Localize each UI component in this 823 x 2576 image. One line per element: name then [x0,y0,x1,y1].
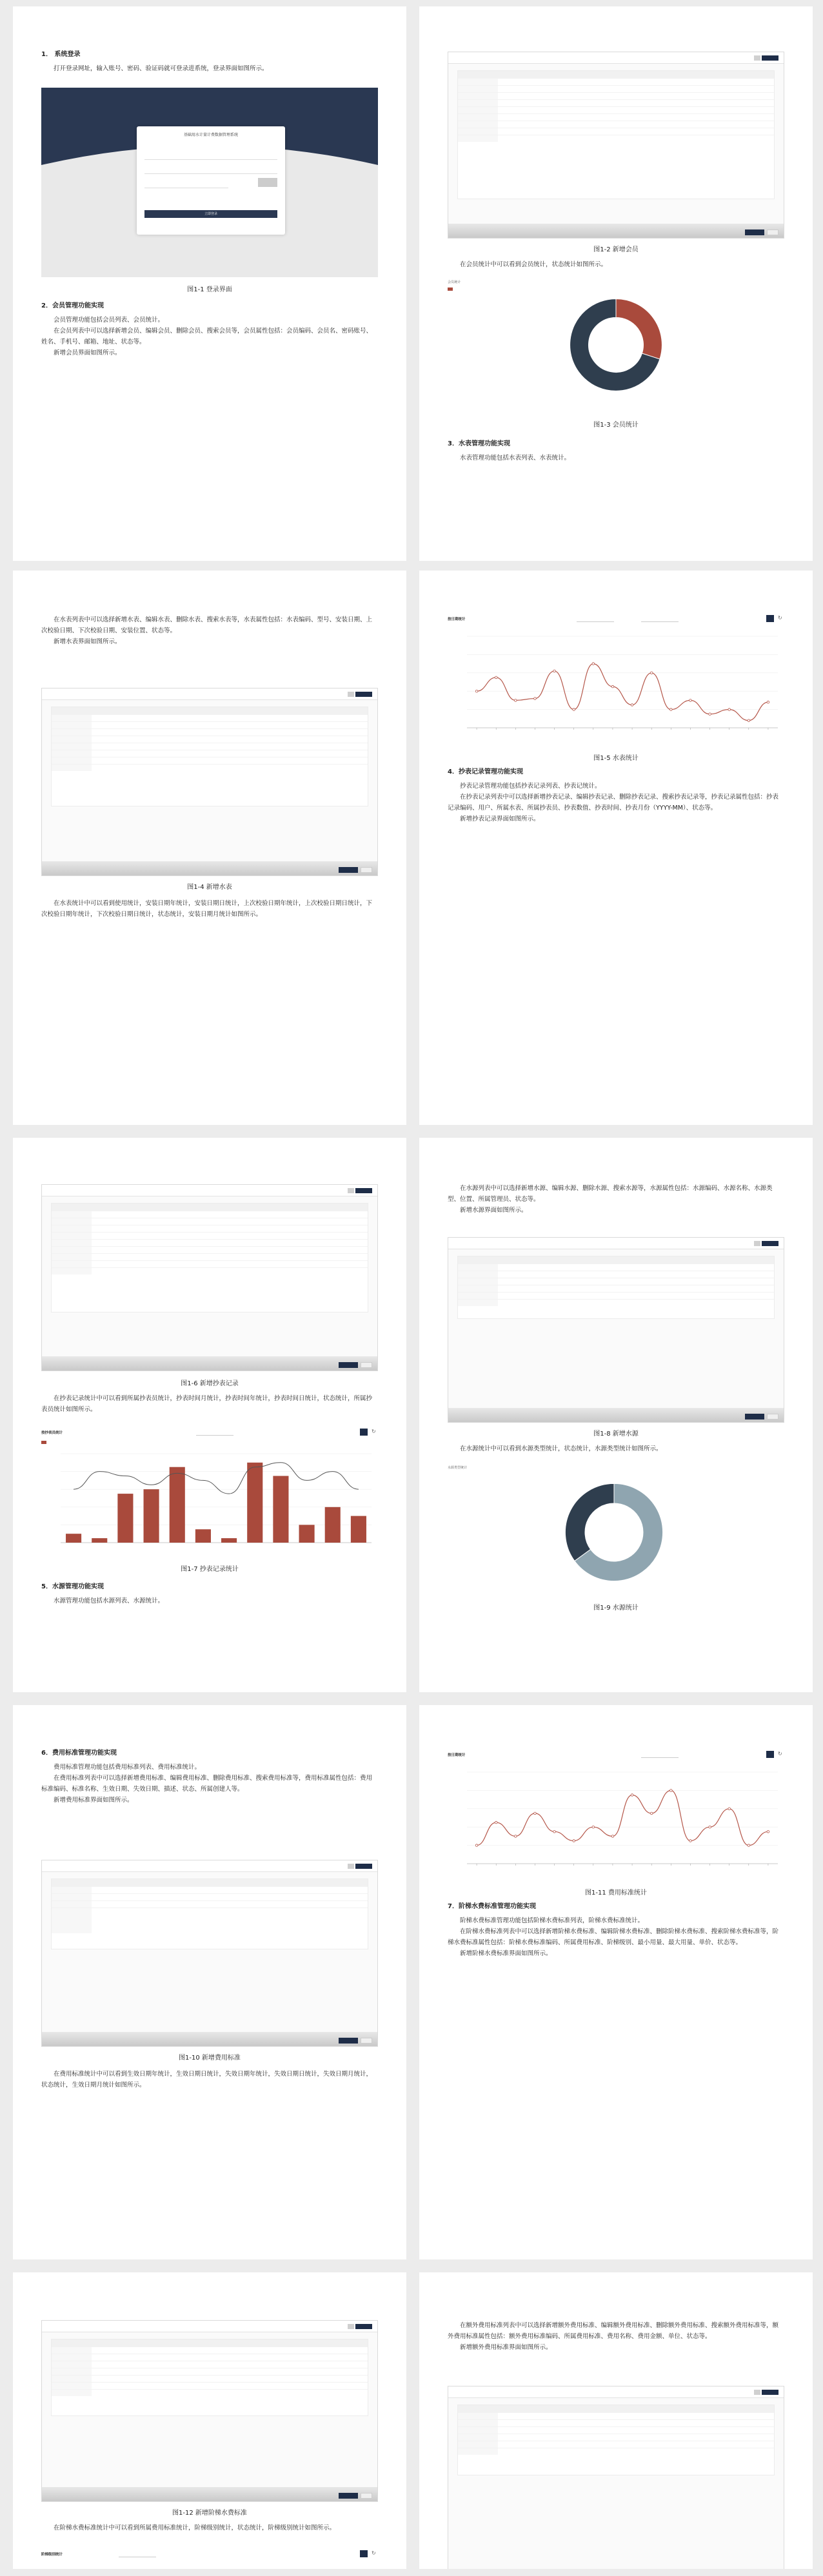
data-point [709,713,711,716]
doc-page-5 [13,1138,406,1692]
data-point [534,1812,537,1815]
data-point [553,1831,556,1833]
member-donut-chart [561,290,671,400]
cancel-button[interactable] [361,1362,372,1368]
para: 抄表记录管理功能包括抄表记录列表、抄表记统计。 [460,783,601,790]
stats-toolbar [41,1428,378,1438]
section-heading-4: 4．抄表记录管理功能实现 [448,768,523,776]
data-point [748,719,750,722]
para: 在水表列表中可以选择新增水表、编辑水表、删除水表、搜索水表等，水表属性包括：水表编码、型号、安装日期、上次校验日期、下次校验日期、安装位置、状态等。 [41,616,373,634]
data-point [611,685,614,688]
figure-caption: 图1-1 登录界面 [187,286,232,293]
series-line [74,1463,359,1494]
figure-caption: 图1-12 新增阶梯水费标准 [172,2510,247,2517]
section-heading-2: 2．会员管理功能实现 [41,302,104,309]
figure-caption: 图1-8 新增水源 [593,1430,639,1438]
reading-bar-chart [41,1447,378,1557]
add-source-screenshot [448,1237,784,1423]
data-point [650,1812,653,1815]
doc-page-7 [13,1705,406,2259]
source-form [457,1256,775,1319]
figure-caption: 图1-11 费用标准统计 [585,1889,647,1897]
meter-form [51,707,368,806]
para: 在抄表记录列表中可以选择新增抄表记录、编辑抄表记录、删除抄表记录、搜索抄表记录等，抄表记录属性包括：抄表记录编码、用户、所属水表、所属抄表员、抄表数值、抄表时间、抄表月份（YYYY-MM）、状态等。 [448,794,779,812]
login-title: 基础用水计量计费数据管理系统 [183,133,238,137]
filter-select[interactable] [196,1429,233,1436]
data-point [689,699,692,702]
stats-toolbar [41,2550,378,2560]
bar [66,1534,81,1543]
para: 在费用标准统计中可以看到生效日期年统计，生效日期日统计，失效日期年统计，失效日期日统计，失效日期月统计，状态统计，生效日期月统计如图所示。 [41,2071,373,2089]
refresh-icon[interactable]: ↻ [778,1751,782,1757]
figure-caption: 图1-4 新增水表 [187,884,232,891]
doc-page-10 [419,2272,813,2569]
series-line [477,1790,768,1845]
bar [325,1507,341,1543]
doc-page-9 [13,2272,406,2569]
source-donut-chart [556,1474,672,1590]
meter-line-chart [448,630,784,746]
doc-page-4 [419,571,813,1125]
fee-standard-form [51,1878,368,1949]
chart-title: 按日期统计 [448,1753,466,1757]
data-point [728,708,731,711]
bar [195,1529,211,1543]
add-extra-fee-screenshot [448,2386,784,2569]
chart-title: 按日期统计 [448,618,466,621]
data-point [767,701,769,703]
extra-fee-form [457,2405,775,2475]
save-button[interactable] [745,229,764,235]
para: 在会员统计中可以看到会员统计，状态统计如图所示。 [460,261,608,268]
data-point [515,1835,517,1838]
para: 费用标准管理功能包括费用标准列表、费用标准统计。 [54,1764,201,1771]
para: 水源管理功能包括水源列表、水源统计。 [54,1597,164,1605]
data-point [728,1808,731,1810]
save-button[interactable] [339,2493,358,2499]
para: 新增额外费用标准界面如图所示。 [460,2344,552,2351]
save-button[interactable] [339,867,358,873]
chart-title: 阶梯级别统计 [41,2553,63,2557]
data-point [709,1826,711,1828]
chart-title: 水源类型统计 [448,1466,468,1470]
data-point [670,708,673,711]
login-card [137,126,285,235]
data-point [475,690,478,692]
search-button[interactable] [766,1751,774,1758]
para: 新增水源界面如图所示。 [460,1207,528,1214]
tier-form [51,2339,368,2416]
cancel-button[interactable] [361,2038,372,2044]
password-field[interactable] [144,160,277,174]
doc-page-2 [419,6,813,561]
para: 在会员列表中可以选择新增会员、编辑会员、删除会员、搜索会员等，会员属性包括：会员编码、会员名、密码账号、姓名、手机号、邮箱、地址、状态等。 [41,327,373,346]
chart-title: 按抄表员统计 [41,1431,63,1435]
para: 新增阶梯水费标准界面如图所示。 [460,1950,552,1957]
data-point [515,699,517,702]
section-heading-3: 3．水表管理功能实现 [448,440,510,447]
bar [221,1538,237,1543]
filter-select[interactable] [119,2551,156,2557]
series-line [477,664,768,721]
figure-caption: 图1-6 新增抄表记录 [181,1380,239,1387]
username-field[interactable] [144,146,277,160]
figure-caption: 图1-5 水表统计 [593,755,639,762]
para: 新增会员界面如图所示。 [54,349,121,356]
member-form [457,70,775,199]
search-button[interactable] [766,615,774,622]
para: 新增水表界面如图所示。 [54,638,121,645]
bar [273,1476,288,1543]
captcha-image[interactable] [258,178,277,187]
search-button[interactable] [360,2550,368,2557]
data-point [631,704,633,707]
data-point [592,663,595,665]
add-tier-screenshot [41,2320,378,2502]
section-heading-5: 5．水源管理功能实现 [41,1583,104,1590]
doc-page-8 [419,1705,813,2259]
cancel-button[interactable] [361,867,372,873]
refresh-icon[interactable]: ↻ [372,1429,376,1434]
bar [144,1489,159,1543]
para: 新增抄表记录界面如图所示。 [460,815,540,823]
para: 在水表统计中可以看到使用统计，安装日期年统计，安装日期日统计，上次校验日期年统计，上次校验日期日统计，下次校验日期年统计，下次校验日期日统计，状态统计，安装日期月统计如图所示。 [41,900,373,918]
para: 会员管理功能包括会员列表、会员统计。 [54,317,164,324]
fee-line-chart [448,1766,784,1882]
para: 在水源统计中可以看到水源类型统计，状态统计，水源类型统计如图所示。 [460,1445,662,1452]
data-point [495,1821,497,1824]
bar [170,1467,185,1543]
chart-title: 会员统计 [448,280,461,284]
add-reading-screenshot [41,1184,378,1371]
bar [117,1494,133,1543]
filter-select[interactable] [641,616,679,622]
bar [92,1538,107,1543]
data-point [534,698,537,700]
data-point [592,1826,595,1828]
para: 在费用标准列表中可以选择新增费用标准、编辑费用标准、删除费用标准、搜索费用标准等，费用标准属性包括：费用标准编码、标准名称、生效日期、失效日期、描述、状态、所属创建人等。 [41,1775,373,1793]
figure-caption: 图1-3 会员统计 [593,422,639,429]
add-member-screenshot [448,52,784,239]
bar [247,1463,263,1543]
para: 阶梯水费标准管理功能包括阶梯水费标准列表，阶梯水费标准统计。 [460,1917,644,1924]
para: 在阶梯水费标准列表中可以选择新增阶梯水费标准、编辑阶梯水费标准、删除阶梯水费标准、搜索阶梯水费标准等，阶梯水费标准属性包括：阶梯水费标准编码、所属费用标准、阶梯级别、最小用量、最大用量、单价、状态等。 [448,1928,779,1946]
para: 在阶梯水费标准统计中可以看到所属费用标准统计，阶梯级别统计，状态统计，阶梯级别统计如图所示。 [54,2524,336,2532]
add-meter-screenshot [41,688,378,876]
filter-select[interactable] [641,1751,679,1758]
section-heading-7: 7．阶梯水费标准管理功能实现 [448,1903,536,1910]
data-point [475,1844,478,1847]
section-heading-6: 6．费用标准管理功能实现 [41,1750,117,1757]
chart-legend [448,288,455,291]
add-fee-standard-screenshot [41,1860,378,2047]
reading-form [51,1203,368,1312]
data-point [631,1794,633,1797]
refresh-icon[interactable]: ↻ [372,2550,376,2556]
data-point [767,1831,769,1833]
data-point [573,1840,575,1842]
cancel-button[interactable] [767,229,778,235]
stats-toolbar [448,1750,784,1761]
bar [351,1516,366,1543]
filter-select[interactable] [577,616,614,622]
section-heading-1: 1． 系统登录 [41,51,81,58]
doc-page-1 [13,6,406,561]
para: 水表管理功能包括水表列表、水表统计。 [460,454,571,462]
cancel-button[interactable] [361,2493,372,2499]
para: 新增费用标准界面如图所示。 [54,1797,134,1804]
data-point [495,676,497,679]
chart-legend [41,1441,48,1445]
data-point [573,708,575,711]
figure-caption: 图1-7 抄表记录统计 [181,1566,239,1573]
para: 打开登录网址，输入账号、密码、验证码就可登录进系统，登录界面如图所示。 [54,65,268,72]
cancel-button[interactable] [767,1414,778,1420]
figure-caption: 图1-10 新增费用标准 [179,2054,241,2062]
save-button[interactable] [339,2038,358,2044]
login-button[interactable]: 立即登录 [144,210,277,218]
para: 在抄表记录统计中可以看到所属抄表员统计，抄表时间月统计，抄表时间年统计，抄表时间日统计，状态统计，所属抄表员统计如图所示。 [41,1395,373,1413]
data-point [689,1840,692,1842]
para: 在水源列表中可以选择新增水源、编辑水源、删除水源、搜索水源等，水源属性包括：水源编码、水源名称、水源类型、位置、所属管理员、状态等。 [448,1185,773,1203]
figure-caption: 图1-9 水源统计 [593,1605,639,1612]
captcha-field[interactable] [144,174,228,188]
data-point [611,1835,614,1838]
save-button[interactable] [339,1362,358,1368]
doc-page-3 [13,571,406,1125]
data-point [553,670,556,672]
save-button[interactable] [745,1414,764,1420]
pie-slice [616,299,662,359]
login-screenshot [41,88,378,277]
figure-caption: 图1-2 新增会员 [593,246,639,253]
data-point [650,672,653,674]
pie-slice [565,1483,614,1561]
stats-toolbar [448,614,784,625]
bar [299,1525,315,1543]
refresh-icon[interactable]: ↻ [778,615,782,621]
doc-page-6 [419,1138,813,1692]
data-point [748,1844,750,1847]
para: 在额外费用标准列表中可以选择新增额外费用标准、编辑额外费用标准、删除额外费用标准、搜索额外费用标准等，额外费用标准属性包括：额外费用标准编码、所属费用标准、费用名称、费用金额、单位、状态等。 [448,2322,779,2340]
data-point [670,1790,673,1792]
search-button[interactable] [360,1429,368,1436]
